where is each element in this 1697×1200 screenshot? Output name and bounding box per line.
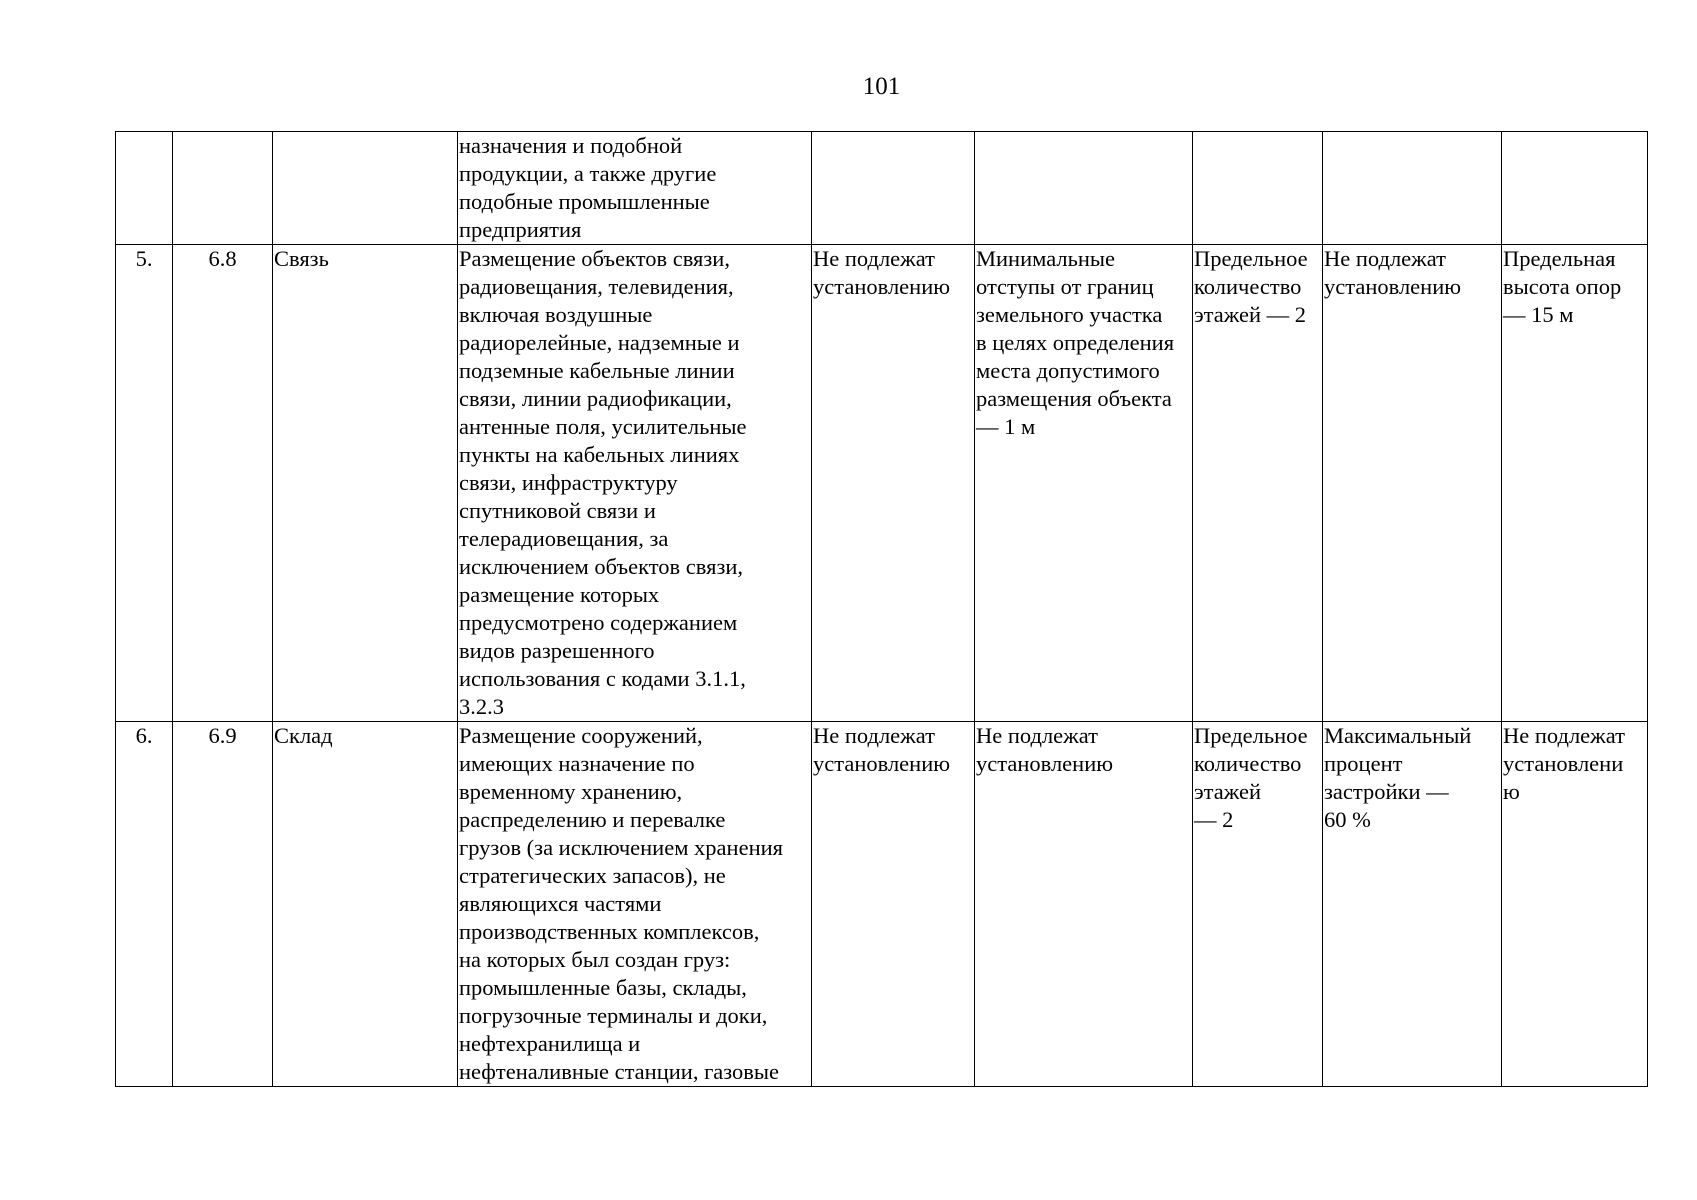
parameter-cell — [812, 132, 975, 245]
table-row — [116, 132, 1648, 245]
use-name-cell: Связь — [273, 245, 458, 722]
parameter-cell: Не подлежат установлени ю — [1502, 722, 1648, 1087]
parameter-cell — [1502, 132, 1648, 245]
regulations-table — [115, 131, 1648, 1087]
parameter-cell: Максимальный процент застройки — 60 % — [1323, 722, 1502, 1087]
row-number-cell: 6. — [116, 722, 173, 1087]
parameter-cell: Предельное количество этажей — 2 — [1193, 245, 1323, 722]
description-cell: Размещение сооружений, имеющих назначение по временному хранению, распределению и перевалке грузов (за исключением хранения стратегических запасов), не являющихся частями производственных комплексов, на которых был создан груз: промышленные базы, склады, погрузочные терминалы и доки, нефтехранилища и нефтеналивные станции, газовые — [458, 722, 812, 1087]
page-number: 101 — [862, 73, 901, 100]
description-cell: назначения и подобной продукции, а также другие подобные промышленные предприятия — [458, 132, 812, 245]
code-cell — [173, 132, 273, 245]
parameter-cell: Предельное количество этажей — 2 — [1193, 722, 1323, 1087]
table-row — [116, 245, 1648, 722]
description-cell: Размещение объектов связи, радиовещания, телевидения, включая воздушные радиорелейные, надземные и подземные кабельные линии связи, линии радиофикации, антенные поля, усилительные пункты на кабельных линиях связи, инфраструктуру спутниковой связи и телерадиовещания, за исключением объектов связи, размещение которых предусмотрено содержанием видов разрешенного использования с кодами 3.1.1, 3.2.3 — [458, 245, 812, 722]
parameter-cell: Минимальные отступы от границ земельного участка в целях определения места допустимого размещения объекта — 1 м — [975, 245, 1193, 722]
code-cell: 6.8 — [173, 245, 273, 722]
parameter-cell — [975, 132, 1193, 245]
parameter-cell: Не подлежат установлению — [812, 245, 975, 722]
parameter-cell: Предельная высота опор — 15 м — [1502, 245, 1648, 722]
parameter-cell: Не подлежат установлению — [975, 722, 1193, 1087]
parameter-cell — [1193, 132, 1323, 245]
row-number-cell — [116, 132, 173, 245]
parameter-cell: Не подлежат установлению — [812, 722, 975, 1087]
code-cell: 6.9 — [173, 722, 273, 1087]
use-name-cell — [273, 132, 458, 245]
parameter-cell: Не подлежат установлению — [1323, 245, 1502, 722]
table-row — [116, 722, 1648, 1087]
row-number-cell: 5. — [116, 245, 173, 722]
parameter-cell — [1323, 132, 1502, 245]
use-name-cell: Склад — [273, 722, 458, 1087]
